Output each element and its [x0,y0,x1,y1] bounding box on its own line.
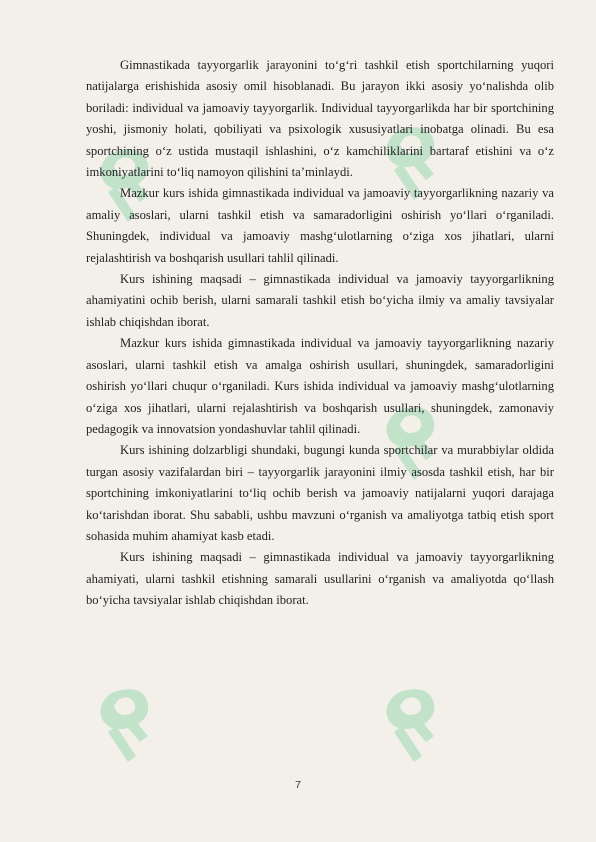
watermark-logo-icon [92,680,156,766]
paragraph: Mazkur kurs ishida gimnastikada individual va jamoaviy tayyorgarlikning nazariy asoslari, ularni tashkil etish va amalga oshirish usullari, shuningdek, samaradorligini oshirish yo‘llari chuqur o‘rganiladi. Kurs ishida individual va jamoaviy mashg‘ulotlarning o‘ziga xos jihatlari, ularni rejalashtirish va boshqarish usullari, shuningdek, zamonaviy pedagogik va innovatsion yondashuvlar tahlil qilinadi. [86,336,554,436]
watermark-logo-icon [378,680,442,766]
paragraph: Kurs ishining maqsadi – gimnastikada individual va jamoaviy tayyorgarlikning ahamiyatini ochib berish, ularni samarali tashkil etish bo‘yicha ilmiy va amaliy tavsiyalar ishlab chiqishdan iborat. [86,272,554,329]
paragraph: Mazkur kurs ishida gimnastikada individual va jamoaviy tayyorgarlikning nazariy va amaliy asoslari, ularni tashkil etish va samaradorligini oshirish yo‘llari o‘rganiladi. Shuningdek, individual va jamoaviy mashg‘ulotlarning o‘ziga xos jihatlari, ularni rejalashtirish va boshqarish usullari tahlil qilinadi. [86,186,554,265]
page-number: 7 [295,779,301,791]
paragraph: Gimnastikada tayyorgarlik jarayonini to‘g‘ri tashkil etish sportchilarning yuqori natijalarga erishishida asosiy omil hisoblanadi. Bu jarayon ikki asosiy yo‘nalishda olib boriladi: individual va jamoaviy tayyorgarlik. Individual tayyorgarlikda har bir sportchining yoshi, jismoniy holati, qobiliyati va psixologik xususiyatlari inobatga olinadi. Bu esa sportchining o‘z ustida mustaqil ishlashini, o‘z kamchiliklarini bartaraf etishini va o‘z imkoniyatlarini to‘liq namoyon qilishini ta’minlaydi. [86,58,554,180]
body-text [86,55,554,612]
paragraph: Kurs ishining maqsadi – gimnastikada individual va jamoaviy tayyorgarlikning ahamiyati, ularni tashkil etishning samarali usullarini o‘rganish va amaliyotda qo‘llash bo‘yicha tavsiyalar ishlab chiqishdan iborat. [86,550,554,608]
paragraph: Kurs ishining dolzarbligi shundaki, bugungi kunda sportchilar va murabbiylar oldida turgan asosiy vazifalardan biri – tayyorgarlik jarayonini ilmiy asosda tashkil etish, har bir sportchining imkoniyatlarini to‘liq ochib berish va jamoaviy natijalarni yuqori darajaga ko‘tarishdan iborat. Shu sababli, ushbu mavzuni o‘rganish va amaliyotga tatbiq etish sport sohasida muhim ahamiyat kasb etadi. [86,443,554,543]
